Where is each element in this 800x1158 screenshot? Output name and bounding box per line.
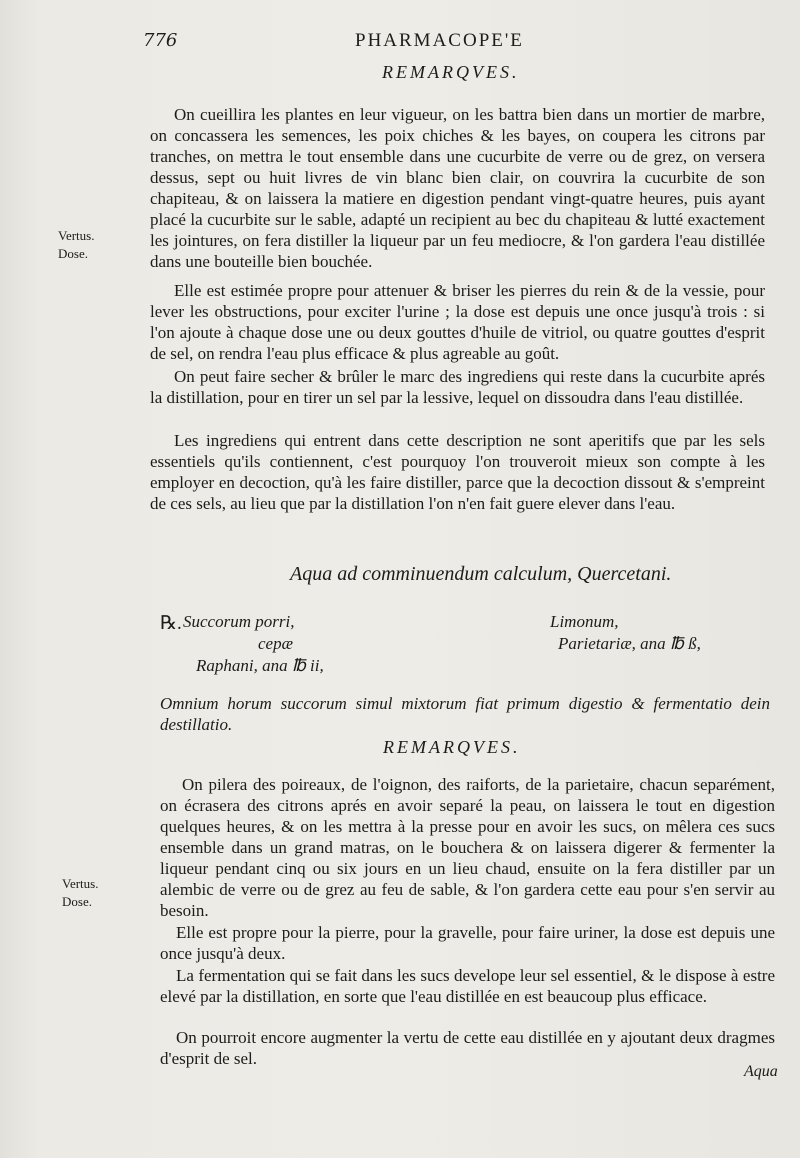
margin-note-dose-2: Dose. [62, 894, 92, 909]
paragraph-2-3: La fermentation qui se fait dans les sucs develope leur sel essentiel, & le dispose à estre elevé par la distillation, en sorte que l'eau distillée en est beaucoup plus efficace. [160, 966, 775, 1006]
ingredient-porri: Succorum porri, [183, 612, 295, 631]
paragraph-2-4: On pourroit encore augmenter la vertu de cette eau distillée en y ajoutant deux dragmes d'esprit de sel. [160, 1028, 775, 1068]
paragraph-1-3: On peut faire secher & brûler le marc des ingrediens qui reste dans la cucurbite aprés la distillation, pour en tirer un sel par la lessive, lequel on dissoudra dans l'eau distillée. [150, 367, 765, 407]
margin-note-vertus-2: Vertus. [62, 876, 99, 891]
ingredient-parietariae: Parietariæ, ana ℔ ß, [558, 634, 701, 653]
recipe-directive: Omnium horum succorum simul mixtorum fiat primum digestio & fermentatio dein destillatio. [160, 694, 770, 734]
page-number: 776 [143, 30, 178, 51]
paragraph-1-4: Les ingrediens qui entrent dans cette description ne sont aperitifs que par les sels essentiels qu'ils contiennent, c'est pourquoy l'on trouveroit mieux son compte à les employer en decoction, qu'à les faire distiller, parce que la decoction dissout & s'empreint de ces sels, au lieu que par la distillation l'on n'en fait guere elever dans l'eau. [150, 431, 765, 513]
recipe-symbol: ℞. [160, 613, 182, 634]
ingredient-raphani: Raphani, ana ℔ ii, [196, 656, 324, 675]
catchword: Aqua [744, 1063, 778, 1080]
ingredient-cepae: cepæ [258, 634, 293, 653]
recipe-title: Aqua ad comminuendum calculum, Quercetani. [290, 563, 672, 585]
paragraph-2-2: Elle est propre pour la pierre, pour la gravelle, pour faire uriner, la dose est depuis une once jusqu'à deux. [160, 923, 775, 963]
margin-note-vertus-1: Vertus. [58, 228, 95, 243]
ingredient-limonum: Limonum, [550, 612, 619, 631]
paragraph-1-2: Elle est estimée propre pour attenuer & briser les pierres du rein & de la vessie, pour lever les obstructions, pour exciter l'urine ; la dose est depuis une once jusqu'à trois : si l'on ajoute à chaque dose une ou deux gouttes d'huile de vitriol, ou quatre gouttes d'esprit de sel, on rendra l'eau plus efficace & plus agreable au goût. [150, 281, 765, 363]
section-heading-remarques-1: REMARQVES. [382, 62, 520, 82]
margin-note-dose-1: Dose. [58, 246, 88, 261]
running-head: PHARMACOPE'E [355, 30, 524, 51]
paragraph-1-1: On cueillira les plantes en leur vigueur, on les battra bien dans un mortier de marbre, on concassera les semences, les poix chiches & les bayes, on coupera les citrons par tranches, on mettra le tout ensemble dans une cucurbite de verre ou de grez, on versera dessus, sept ou huit livres de vin blanc bien clair, on couvrira la cucurbite de son chapiteau, & on laissera la matiere en digestion pendant vingt-quatre heures, puis ayant placé la cucurbite sur le sable, adapté un recipient au bec du chapiteau & lutté exactement les jointures, on fera distiller la liqueur par un feu mediocre, & l'on gardera l'eau distillée dans une bouteille bien bouchée. [150, 105, 765, 271]
paragraph-2-1: On pilera des poireaux, de l'oignon, des raiforts, de la parietaire, chacun separément, on écrasera des citrons aprés en avoir separé la peau, on laissera le tout en digestion quelques heures, & on les mettra à la presse pour en avoir les sucs, on mêlera ces sucs ensemble dans un grand matras, on le bouchera & on laissera digerer & fermenter la liqueur pendant cinq ou six jours en un lieu chaud, ensuite on la fera distiller par un alembic de verre ou de grez au feu de sable, & l'on gardera cette eau pour s'en servir au besoin. [160, 775, 775, 920]
section-heading-remarques-2: REMARQVES. [383, 737, 521, 757]
